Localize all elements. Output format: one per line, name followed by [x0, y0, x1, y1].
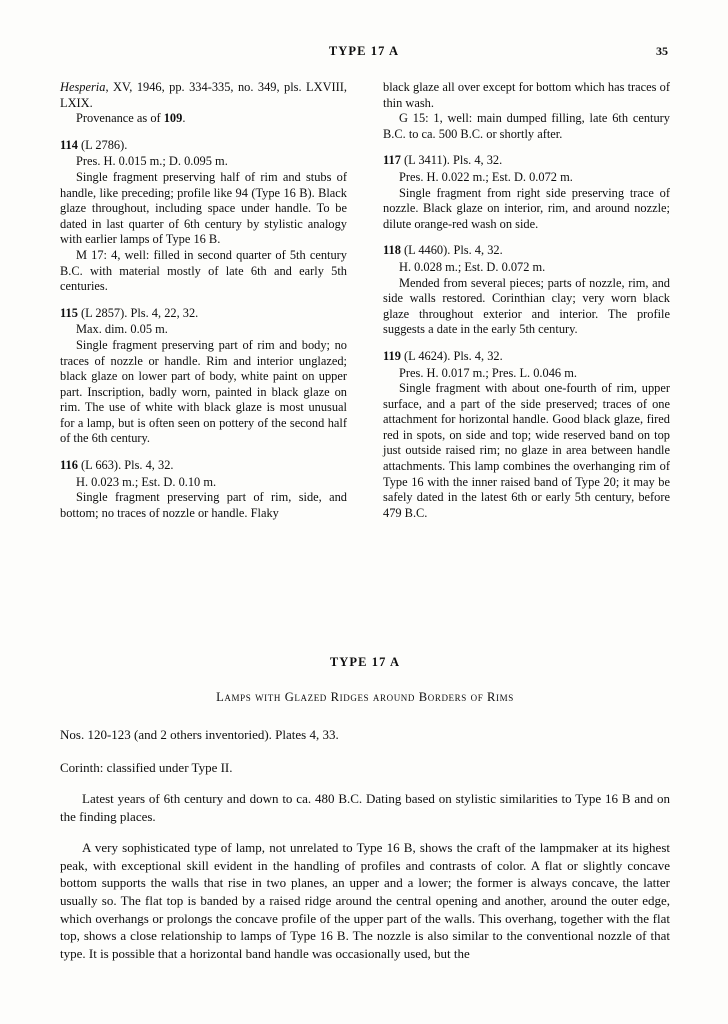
entry-head-tail: . Pls. 4, 22, 32.	[124, 305, 199, 320]
carryover-context: G 15: 1, well: main dumped filling, late 6th century B.C. to ca. 500 B.C. or shortly after.	[383, 111, 670, 141]
section-corinth-line: Corinth: classified under Type II.	[60, 759, 233, 775]
entry-head-tail: . Pls. 4, 32.	[118, 458, 174, 473]
section-subheading: Lamps with Glazed Ridges around Borders of Rims	[216, 690, 514, 704]
catalog-number: 118	[383, 243, 401, 258]
provenance-label: Provenance as of	[76, 111, 164, 126]
two-column-body	[60, 80, 670, 521]
catalog-entry-head	[383, 349, 670, 365]
entry-description: Single fragment preserving part of rim and body; no traces of nozzle or handle. Rim and interior unglazed; black glaze on lower part of body, white paint on upper part. Inscription, badly worn, painted in black glaze on rim. The use of white with black glaze is most unusual for a lamp, but is often seen on pottery of the second half of the 6th century.	[60, 337, 347, 446]
carryover-text: black glaze all over except for bottom which has traces of thin wash.	[383, 80, 670, 110]
provenance-period: .	[182, 111, 186, 126]
left-column	[60, 80, 347, 521]
section-heading: TYPE 17 A	[329, 655, 401, 669]
entry-description: Single fragment from right side preserving trace of nozzle. Black glaze on interior, rim, and around nozzle; dilute orange-red wash on side.	[383, 185, 670, 231]
inventory-number: (L 663)	[81, 458, 119, 473]
journal-title: Hesperia	[60, 80, 106, 94]
catalog-entry-head	[383, 243, 670, 259]
entry-measurements: Pres. H. 0.017 m.; Pres. L. 0.046 m.	[399, 365, 577, 380]
entry-measurements: H. 0.028 m.; Est. D. 0.072 m.	[399, 259, 546, 274]
entry-measurements: Pres. H. 0.015 m.; D. 0.095 m.	[76, 154, 228, 169]
reference-line	[60, 80, 347, 111]
running-head	[60, 44, 668, 60]
entry-description: Single fragment with about one-fourth of rim, upper surface, and a part of the side preserved; traces of one attachment for horizontal handle. Good black glaze, fired red in spots, on side and top; wide reserved band on top just outside raised rim; no glaze in area between handle attachments. This lamp combines the overhanging rim of Type 16 with the inner raised band of Type 20; it may be safely dated in the latest 6th or early 5th century, before 479 B.C.	[383, 381, 670, 520]
running-head-title: TYPE 17 A	[328, 44, 400, 58]
entry-measurements: Max. dim. 0.05 m.	[76, 322, 168, 337]
entry-measurements: Pres. H. 0.022 m.; Est. D. 0.072 m.	[399, 169, 573, 184]
catalog-number: 115	[60, 305, 78, 320]
catalog-number: 119	[383, 348, 401, 363]
entry-head-tail: . Pls. 4, 32.	[446, 153, 503, 168]
catalog-entry-head	[60, 458, 347, 474]
provenance-ref: 109	[163, 111, 183, 126]
entry-description: Single fragment preserving part of rim, side, and bottom; no traces of nozzle or handle. Flaky	[60, 490, 347, 520]
provenance-line	[60, 111, 347, 127]
page-number: 35	[656, 44, 668, 58]
entry-head-tail: . Pls. 4, 32.	[447, 348, 503, 363]
entry-head-tail: .	[124, 137, 128, 152]
inventory-number: (L 3411)	[404, 153, 447, 168]
entry-description: Mended from several pieces; parts of nozzle, rim, and side walls restored. Corinthian clay; very worn black glaze throughout exterior and interior. The profile suggests a date in the early 5th century.	[383, 275, 670, 337]
catalog-number: 117	[383, 153, 401, 168]
catalog-number: 116	[60, 458, 78, 473]
inventory-number: (L 4460)	[404, 243, 448, 258]
catalog-entry-head	[383, 153, 670, 169]
entry-description: Single fragment preserving half of rim and stubs of handle, like preceding; profile like 94 (Type 16 B). Black glaze throughout, including space under handle. To be dated in last quarter of 6th century by stylistic analogy with earlier lamps of Type 16 B.	[60, 169, 347, 247]
reference-rest: , XV, 1946, pp. 334-335, no. 349, pls. LXVIII, LXIX.	[60, 80, 347, 110]
type-section	[60, 655, 670, 962]
entry-context: M 17: 4, well: filled in second quarter of 5th century B.C. with material mostly of late 6th and early 5th centuries.	[60, 247, 347, 294]
section-nos-line: Nos. 120-123 (and 2 others inventoried). Plates 4, 33.	[60, 727, 339, 742]
catalog-number: 114	[60, 137, 78, 152]
right-column	[383, 80, 670, 521]
inventory-number: (L 4624)	[404, 348, 448, 363]
inventory-number: (L 2857)	[81, 305, 125, 320]
catalog-entry-head	[60, 306, 347, 322]
entry-head-tail: . Pls. 4, 32.	[447, 243, 503, 258]
catalog-entry-head	[60, 138, 347, 154]
section-paragraph-2: A very sophisticated type of lamp, not unrelated to Type 16 B, shows the craft of the lampmaker at its highest peak, with exceptional skill evident in the handling of profiles and contrasts of color. A flat or slightly concave bottom supports the walls that rise in two planes, an upper and a lower; the former is always concave, the latter usually so. The flat top is banded by a raised ridge around the central opening and another, around the outer edge, which overhangs or prolongs the concave profile of the upper part of the walls. This overhang, together with the flat top, shows a close relationship to lamps of Type 16 B. The nozzle is also similar to the conventional nozzle of that type. It is possible that a horizontal band handle was occasionally used, but the	[60, 840, 670, 961]
inventory-number: (L 2786)	[81, 137, 125, 152]
section-paragraph-1: Latest years of 6th century and down to ca. 480 B.C. Dating based on stylistic similarities to Type 16 B and on the finding places.	[60, 791, 670, 824]
entry-measurements: H. 0.023 m.; Est. D. 0.10 m.	[76, 474, 217, 489]
